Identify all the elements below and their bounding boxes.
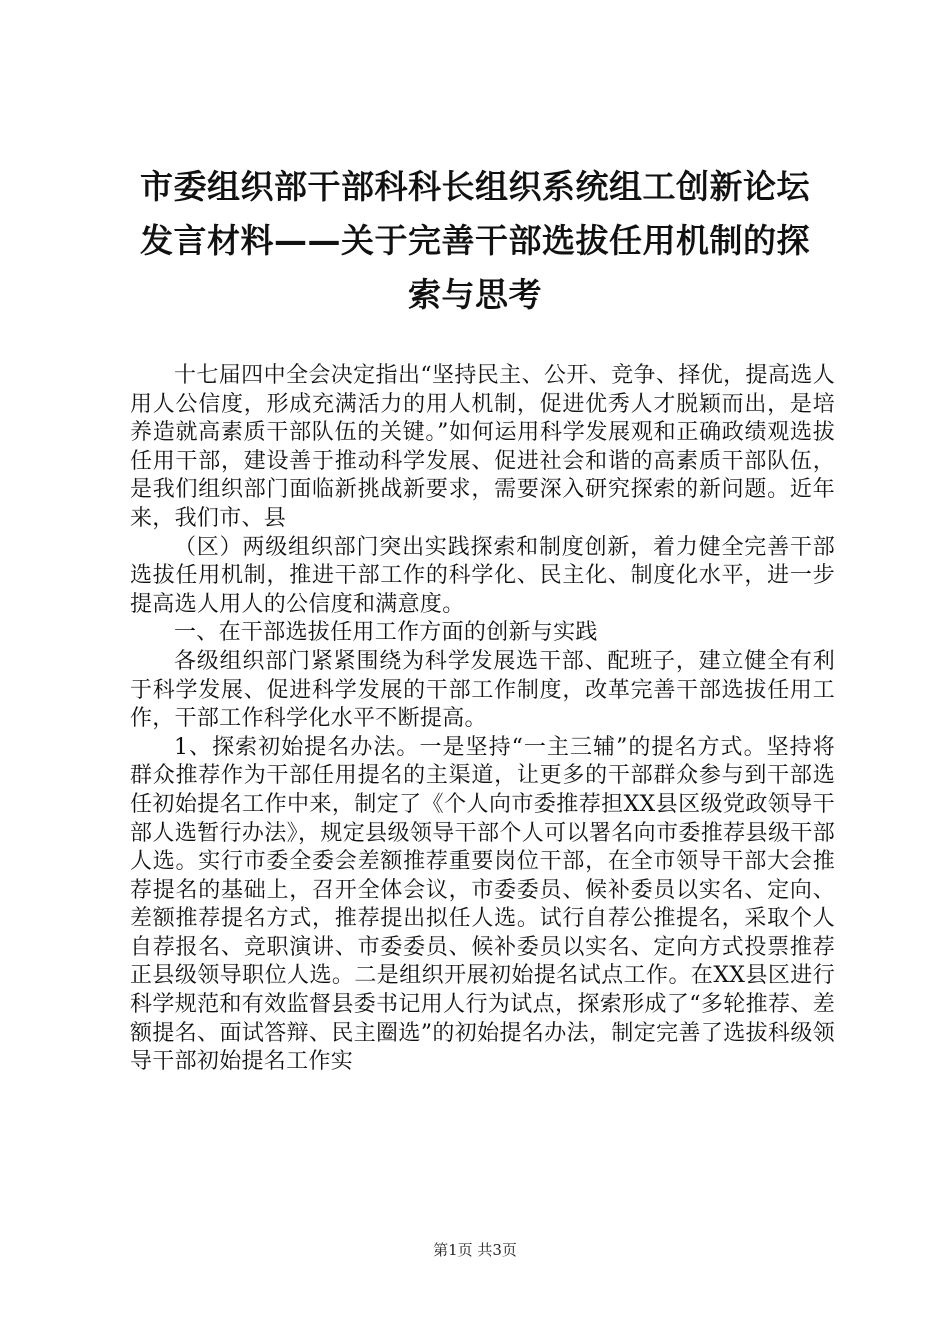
- section-heading-1: 一、在干部选拔任用工作方面的创新与实践: [174, 620, 598, 646]
- title-line-2: 发言材料——关于完善干部选拔任用机制的探: [140, 221, 810, 260]
- paragraph-district: （区）两级组织部门突出实践探索和制度创新，着力健全完善干部选拔任用机制，推进干部工作的科学化、民主化、制度化水平，进一步提高选人用人的公信度和满意度。: [130, 534, 835, 617]
- title-line-1: 市委组织部干部科科长组织系统组工创新论坛: [140, 167, 810, 206]
- paragraph-item-1: 1、探索初始提名办法。一是坚持“一主三辅”的提名方式。坚持将群众推荐作为干部任用提名的主渠道，让更多的干部群众参与到干部选任初始提名工作中来，制定了《个人向市委推荐担XX县区级党政领导干部人选暂行办法》，规定县级领导干部个人可以署名向市委推荐县级干部人选。实行市委全委会差额推荐重要岗位干部，在全市领导干部大会推荐提名的基础上，召开全体会议，市委委员、候补委员以实名、定向、差额推荐提名方式，推荐提出拟任人选。试行自荐公推提名，采取个人自荐报名、竞职演讲、市委委员、候补委员以实名、定向方式投票推荐正县级领导职位人选。二是组织开展初始提名试点工作。在XX县区进行科学规范和有效监督县委书记用人行为试点，探索形成了“多轮推荐、差额提名、面试答辩、民主圈选”的初始提名办法，制定完善了选拔科级领导干部初始提名工作实: [130, 734, 835, 1075]
- page-footer: 第1页 共3页: [433, 1241, 517, 1259]
- document-title: [100, 160, 850, 322]
- paragraph-intro: 十七届四中全会决定指出“坚持民主、公开、竞争、择优，提高选人用人公信度，形成充满活力的用人机制，促进优秀人才脱颖而出，是培养造就高素质干部队伍的关键。”如何运用科学发展观和正确政绩观选拔任用干部，建设善于推动科学发展、促进社会和谐的高素质干部队伍，是我们组织部门面临新挑战新要求，需要深入研究探索的新问题。近年来，我们市、县: [130, 363, 835, 531]
- title-line-3: 索与思考: [408, 275, 542, 314]
- document-body: [130, 362, 835, 1077]
- paragraph-section-1-intro: 各级组织部门紧紧围绕为科学发展选干部、配班子，建立健全有利于科学发展、促进科学发展的干部工作制度，改革完善干部选拔任用工作，干部工作科学化水平不断提高。: [130, 648, 835, 732]
